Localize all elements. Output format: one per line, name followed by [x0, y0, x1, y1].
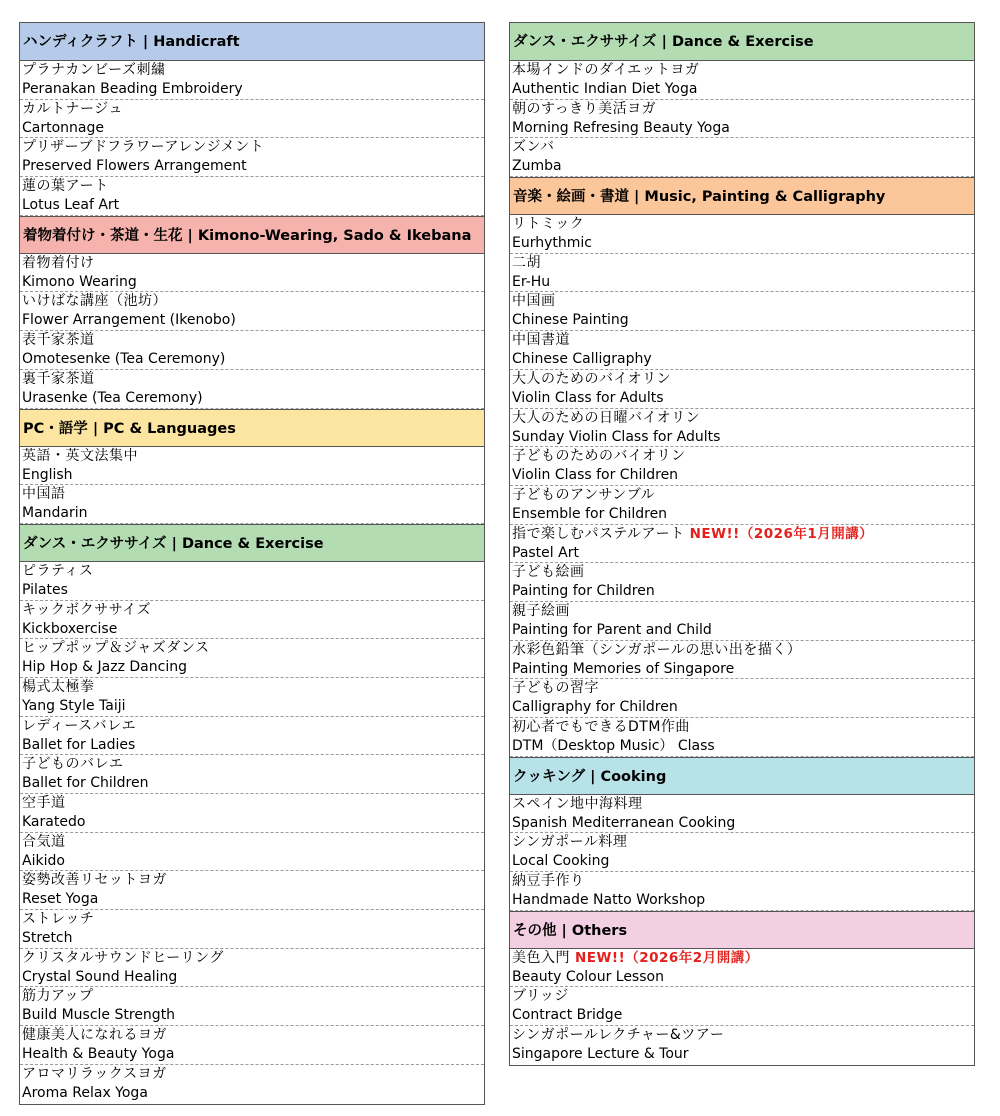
course-line-jp: [512, 679, 974, 698]
course-name-en: Local Cooking: [512, 853, 610, 870]
course-line-jp: [512, 987, 974, 1006]
course-line-jp: [22, 639, 484, 658]
course-name-en: Aroma Relax Yoga: [22, 1084, 148, 1101]
course-line-jp: [22, 833, 484, 852]
course-line-jp: [512, 718, 974, 737]
course-name-en: Singapore Lecture & Tour: [512, 1046, 689, 1063]
course-line-jp: [512, 370, 974, 389]
category-header-dance-right: ダンス・エクササイズ | Dance & Exercise: [510, 23, 974, 61]
course-name-en: Ballet for Ladies: [22, 736, 136, 753]
course-name-en: Pastel Art: [512, 544, 579, 561]
course-item-aroma-relax-yoga[interactable]: [20, 1065, 484, 1104]
course-line-jp: [512, 61, 974, 80]
course-name-en: Omotesenke (Tea Ceremony): [22, 351, 226, 368]
course-item-crystal-sound-healing[interactable]: [20, 949, 484, 988]
course-name-en: Reset Yoga: [22, 891, 99, 908]
course-name-en: Preserved Flowers Arrangement: [22, 158, 247, 175]
course-name-jp: 子どものバレエ: [22, 756, 124, 773]
course-item-ballet-for-ladies[interactable]: [20, 717, 484, 756]
course-name-en: Kickboxercise: [22, 620, 118, 637]
course-line-jp: [22, 292, 484, 311]
course-name-jp: クリスタルサウンドヒーリング: [22, 949, 224, 966]
course-name-en: Chinese Calligraphy: [512, 351, 652, 368]
course-line-jp: [512, 833, 974, 852]
course-line-jp: [22, 562, 484, 581]
course-item-er-hu[interactable]: [510, 254, 974, 293]
course-name-jp: 初心者でもできるDTM作曲: [512, 719, 690, 735]
course-line-jp: [22, 910, 484, 929]
course-name-jp: ブリッジ: [512, 988, 569, 1005]
course-name-jp: カルトナージュ: [22, 100, 123, 117]
category-header-handicraft: ハンディクラフト | Handicraft: [20, 23, 484, 61]
course-name-jp: 筋力アップ: [22, 988, 94, 1005]
course-name-jp: 納豆手作り: [512, 873, 585, 890]
course-name-en: Spanish Mediterranean Cooking: [512, 814, 736, 831]
course-item-chinese-painting[interactable]: [510, 292, 974, 331]
course-item-local-cooking[interactable]: [510, 833, 974, 872]
course-name-en: Violin Class for Adults: [512, 389, 664, 406]
course-name-jp: いけばな講座（池坊）: [22, 293, 167, 310]
course-name-en: Violin Class for Children: [512, 467, 679, 484]
course-name-jp: 裏千家茶道: [22, 370, 95, 387]
new-course-badge: NEW!!（2026年1月開講）: [689, 525, 874, 542]
course-item-karatedo[interactable]: [20, 794, 484, 833]
course-item-chinese-calligraphy[interactable]: [510, 331, 974, 370]
course-line-jp: [22, 485, 484, 504]
course-name-jp: 水彩色鉛筆（シンガポールの思い出を描く）: [512, 641, 802, 658]
course-item-violin-class-for-children[interactable]: [510, 447, 974, 486]
course-item-dtm-desktop-music-class[interactable]: [510, 718, 974, 757]
course-line-jp: [22, 1065, 484, 1084]
course-name-jp: 空手道: [22, 795, 66, 811]
course-name-jp: 中国語: [22, 486, 66, 503]
course-item-lotus-leaf-art[interactable]: [20, 177, 484, 216]
course-line-jp: [512, 254, 974, 273]
course-item-reset-yoga[interactable]: [20, 871, 484, 910]
course-name-jp: 姿勢改善リセットヨガ: [22, 872, 167, 889]
course-item-preserved-flowers-arrangement[interactable]: [20, 138, 484, 177]
course-name-jp: 親子絵画: [512, 602, 570, 619]
course-name-en: Painting Memories of Singapore: [512, 660, 735, 677]
course-name-jp: 合気道: [22, 833, 66, 850]
course-line-jp: [22, 678, 484, 697]
course-name-en: Zumba: [512, 158, 562, 175]
course-name-jp: レディースバレエ: [22, 717, 137, 734]
course-item-authentic-indian-diet-yoga[interactable]: [510, 61, 974, 100]
course-line-jp: [22, 794, 484, 813]
course-item-kickboxercise[interactable]: [20, 601, 484, 640]
course-name-jp: 朝のすっきり美活ヨガ: [512, 100, 657, 117]
course-item-aikido[interactable]: [20, 833, 484, 872]
course-line-jp: [22, 331, 484, 350]
course-name-en: Painting for Parent and Child: [512, 621, 712, 638]
course-line-jp: [22, 138, 484, 157]
course-name-jp: プラナカンビーズ刺繍: [22, 62, 166, 78]
course-name-jp: 蓮の葉アート: [22, 178, 109, 195]
course-item-sunday-violin-class-for-adults[interactable]: [510, 409, 974, 448]
course-name-en: Urasenke (Tea Ceremony): [22, 389, 203, 406]
course-item-build-muscle-strength[interactable]: [20, 987, 484, 1026]
course-name-en: Mandarin: [22, 505, 88, 522]
course-line-jp: [512, 409, 974, 428]
course-name-en: Handmade Natto Workshop: [512, 892, 706, 909]
course-item-omotesenke-tea-ceremony[interactable]: [20, 331, 484, 370]
course-name-jp: リトミック: [512, 216, 585, 233]
course-name-en: Ensemble for Children: [512, 505, 668, 522]
category-header-pc-languages: PC・語学 | PC & Languages: [20, 409, 484, 447]
course-name-jp: アロマリラックスヨガ: [22, 1065, 167, 1082]
course-name-jp: 大人のためのバイオリン: [512, 370, 672, 387]
course-item-yang-style-taiji[interactable]: [20, 678, 484, 717]
course-name-jp: スペイン地中海料理: [512, 795, 643, 812]
course-name-jp: 子ども絵画: [512, 564, 585, 581]
course-name-en: Hip Hop & Jazz Dancing: [22, 659, 187, 676]
course-name-en: Peranakan Beading Embroidery: [22, 81, 243, 97]
course-line-jp: [22, 177, 484, 196]
left-course-column: [19, 22, 485, 1105]
course-item-spanish-mediterranean-cooking[interactable]: [510, 795, 974, 834]
course-name-en: Yang Style Taiji: [22, 697, 126, 714]
course-item-calligraphy-for-children[interactable]: [510, 679, 974, 718]
course-name-jp: ズンバ: [512, 139, 555, 156]
course-line-jp: [22, 61, 484, 80]
right-course-column: [509, 22, 975, 1066]
course-name-en: Beauty Colour Lesson: [512, 968, 664, 985]
course-name-en: Build Muscle Strength: [22, 1007, 176, 1024]
course-line-jp: [512, 641, 974, 660]
course-name-en: Stretch: [22, 930, 73, 947]
course-name-jp: 英語・英文法集中: [22, 447, 138, 464]
course-name-jp: 本場インドのダイエットヨガ: [512, 62, 700, 78]
course-line-jp: [22, 100, 484, 119]
course-name-en: Cartonnage: [22, 119, 104, 136]
course-line-jp: [512, 215, 974, 234]
course-item-stretch[interactable]: [20, 910, 484, 949]
course-line-jp: [512, 1026, 974, 1045]
course-item-painting-for-children[interactable]: [510, 563, 974, 602]
course-item-hip-hop-jazz-dancing[interactable]: [20, 639, 484, 678]
course-item-singapore-lecture-tour[interactable]: [510, 1026, 974, 1065]
course-name-en: Crystal Sound Healing: [22, 968, 178, 985]
course-name-en: Chinese Painting: [512, 312, 629, 329]
course-item-painting-for-parent-and-child[interactable]: [510, 602, 974, 641]
category-header-cooking: クッキング | Cooking: [510, 757, 974, 795]
course-name-jp: 着物着付け: [22, 254, 95, 271]
course-line-jp: [512, 331, 974, 350]
course-item-beauty-colour-lesson[interactable]: [510, 949, 974, 988]
course-line-jp: [22, 755, 484, 774]
course-name-jp: ピラティス: [22, 562, 94, 579]
course-name-en: Calligraphy for Children: [512, 699, 678, 716]
course-item-peranakan-beading-embroidery[interactable]: [20, 61, 484, 100]
category-header-dance-left: ダンス・エクササイズ | Dance & Exercise: [20, 524, 484, 562]
course-name-jp: ストレッチ: [22, 911, 95, 928]
course-name-jp: 中国書道: [512, 332, 570, 349]
course-item-handmade-natto-workshop[interactable]: [510, 872, 974, 911]
course-line-jp: [512, 138, 974, 157]
course-item-ballet-for-children[interactable]: [20, 755, 484, 794]
course-item-eurhythmic[interactable]: [510, 215, 974, 254]
course-line-jp: [22, 1026, 484, 1045]
course-item-cartonnage[interactable]: [20, 100, 484, 139]
course-name-en: Kimono Wearing: [22, 273, 137, 290]
course-name-jp: 楊式太極拳: [22, 678, 95, 695]
course-name-jp: 二胡: [512, 254, 541, 271]
course-item-morning-refresing-beauty-yoga[interactable]: [510, 100, 974, 139]
course-name-jp: 健康美人になれるヨガ: [22, 1027, 167, 1044]
course-item-english[interactable]: [20, 447, 484, 486]
course-line-jp: [22, 447, 484, 466]
category-header-music: 音楽・絵画・書道 | Music, Painting & Calligraphy: [510, 177, 974, 215]
course-name-en: Morning Refresing Beauty Yoga: [512, 119, 730, 136]
course-name-en: Aikido: [22, 852, 65, 869]
course-name-en: DTM（Desktop Music） Class: [512, 738, 715, 754]
course-name-en: Contract Bridge: [512, 1007, 623, 1024]
course-name-en: Pilates: [22, 581, 68, 598]
course-item-contract-bridge[interactable]: [510, 987, 974, 1026]
course-item-violin-class-for-adults[interactable]: [510, 370, 974, 409]
course-line-jp: [512, 563, 974, 582]
course-name-en: Painting for Children: [512, 583, 655, 600]
course-name-jp: 指で楽しむパステルアート: [512, 525, 685, 542]
course-line-jp: [22, 717, 484, 736]
course-name-jp: 子どものためのバイオリン: [512, 448, 686, 465]
course-name-en: Er-Hu: [512, 273, 551, 290]
course-item-mandarin[interactable]: [20, 485, 484, 524]
course-name-jp: シンガポール料理: [512, 834, 628, 851]
course-item-flower-arrangement-ikenobo[interactable]: [20, 292, 484, 331]
course-line-jp: [512, 100, 974, 119]
course-name-en: English: [22, 466, 73, 483]
course-name-en: Health & Beauty Yoga: [22, 1046, 175, 1063]
course-item-pilates[interactable]: [20, 562, 484, 601]
course-line-jp: [22, 949, 484, 968]
course-name-en: Ballet for Children: [22, 775, 149, 792]
course-name-jp: キックボクササイズ: [22, 601, 152, 618]
new-course-badge: NEW!!（2026年2月開講）: [575, 949, 759, 966]
course-name-jp: 子どものアンサンブル: [512, 486, 656, 503]
course-line-jp: [512, 486, 974, 505]
course-line-jp: [22, 871, 484, 890]
course-name-jp: 子どもの習字: [512, 680, 599, 697]
category-header-kimono: 着物着付け・茶道・生花 | Kimono-Wearing, Sado & Ikebana: [20, 216, 484, 254]
course-name-jp: プリザーブドフラワーアレンジメント: [22, 139, 265, 156]
course-name-en: Eurhythmic: [512, 235, 592, 252]
course-name-en: Authentic Indian Diet Yoga: [512, 81, 698, 97]
course-line-jp: [22, 254, 484, 273]
course-name-jp: ヒップポップ＆ジャズダンス: [22, 640, 210, 657]
course-name-en: Lotus Leaf Art: [22, 197, 120, 214]
course-name-jp: シンガポールレクチャー&ツアー: [512, 1027, 725, 1044]
course-line-jp: [22, 987, 484, 1006]
course-name-jp: 中国画: [512, 293, 556, 310]
course-line-jp: [22, 370, 484, 389]
course-line-jp: [512, 872, 974, 891]
course-line-jp: [512, 795, 974, 814]
course-line-jp: [512, 525, 974, 544]
course-name-en: Karatedo: [22, 814, 86, 830]
course-name-en: Flower Arrangement (Ikenobo): [22, 312, 236, 329]
course-item-kimono-wearing[interactable]: [20, 254, 484, 293]
course-line-jp: [512, 447, 974, 466]
course-name-jp: 美色入門: [512, 949, 570, 966]
course-name-en: Sunday Violin Class for Adults: [512, 428, 721, 445]
course-name-jp: 表千家茶道: [22, 332, 95, 349]
course-line-jp: [22, 601, 484, 620]
course-item-health-beauty-yoga[interactable]: [20, 1026, 484, 1065]
category-header-others: その他 | Others: [510, 911, 974, 949]
course-item-zumba[interactable]: [510, 138, 974, 177]
course-line-jp: [512, 292, 974, 311]
course-item-urasenke-tea-ceremony[interactable]: [20, 370, 484, 409]
course-name-jp: 大人のための日曜バイオリン: [512, 409, 701, 426]
course-line-jp: [512, 602, 974, 621]
course-item-painting-memories-of-singapore[interactable]: [510, 641, 974, 680]
course-line-jp: [512, 949, 974, 968]
course-item-ensemble-for-children[interactable]: [510, 486, 974, 525]
course-item-pastel-art[interactable]: [510, 525, 974, 564]
